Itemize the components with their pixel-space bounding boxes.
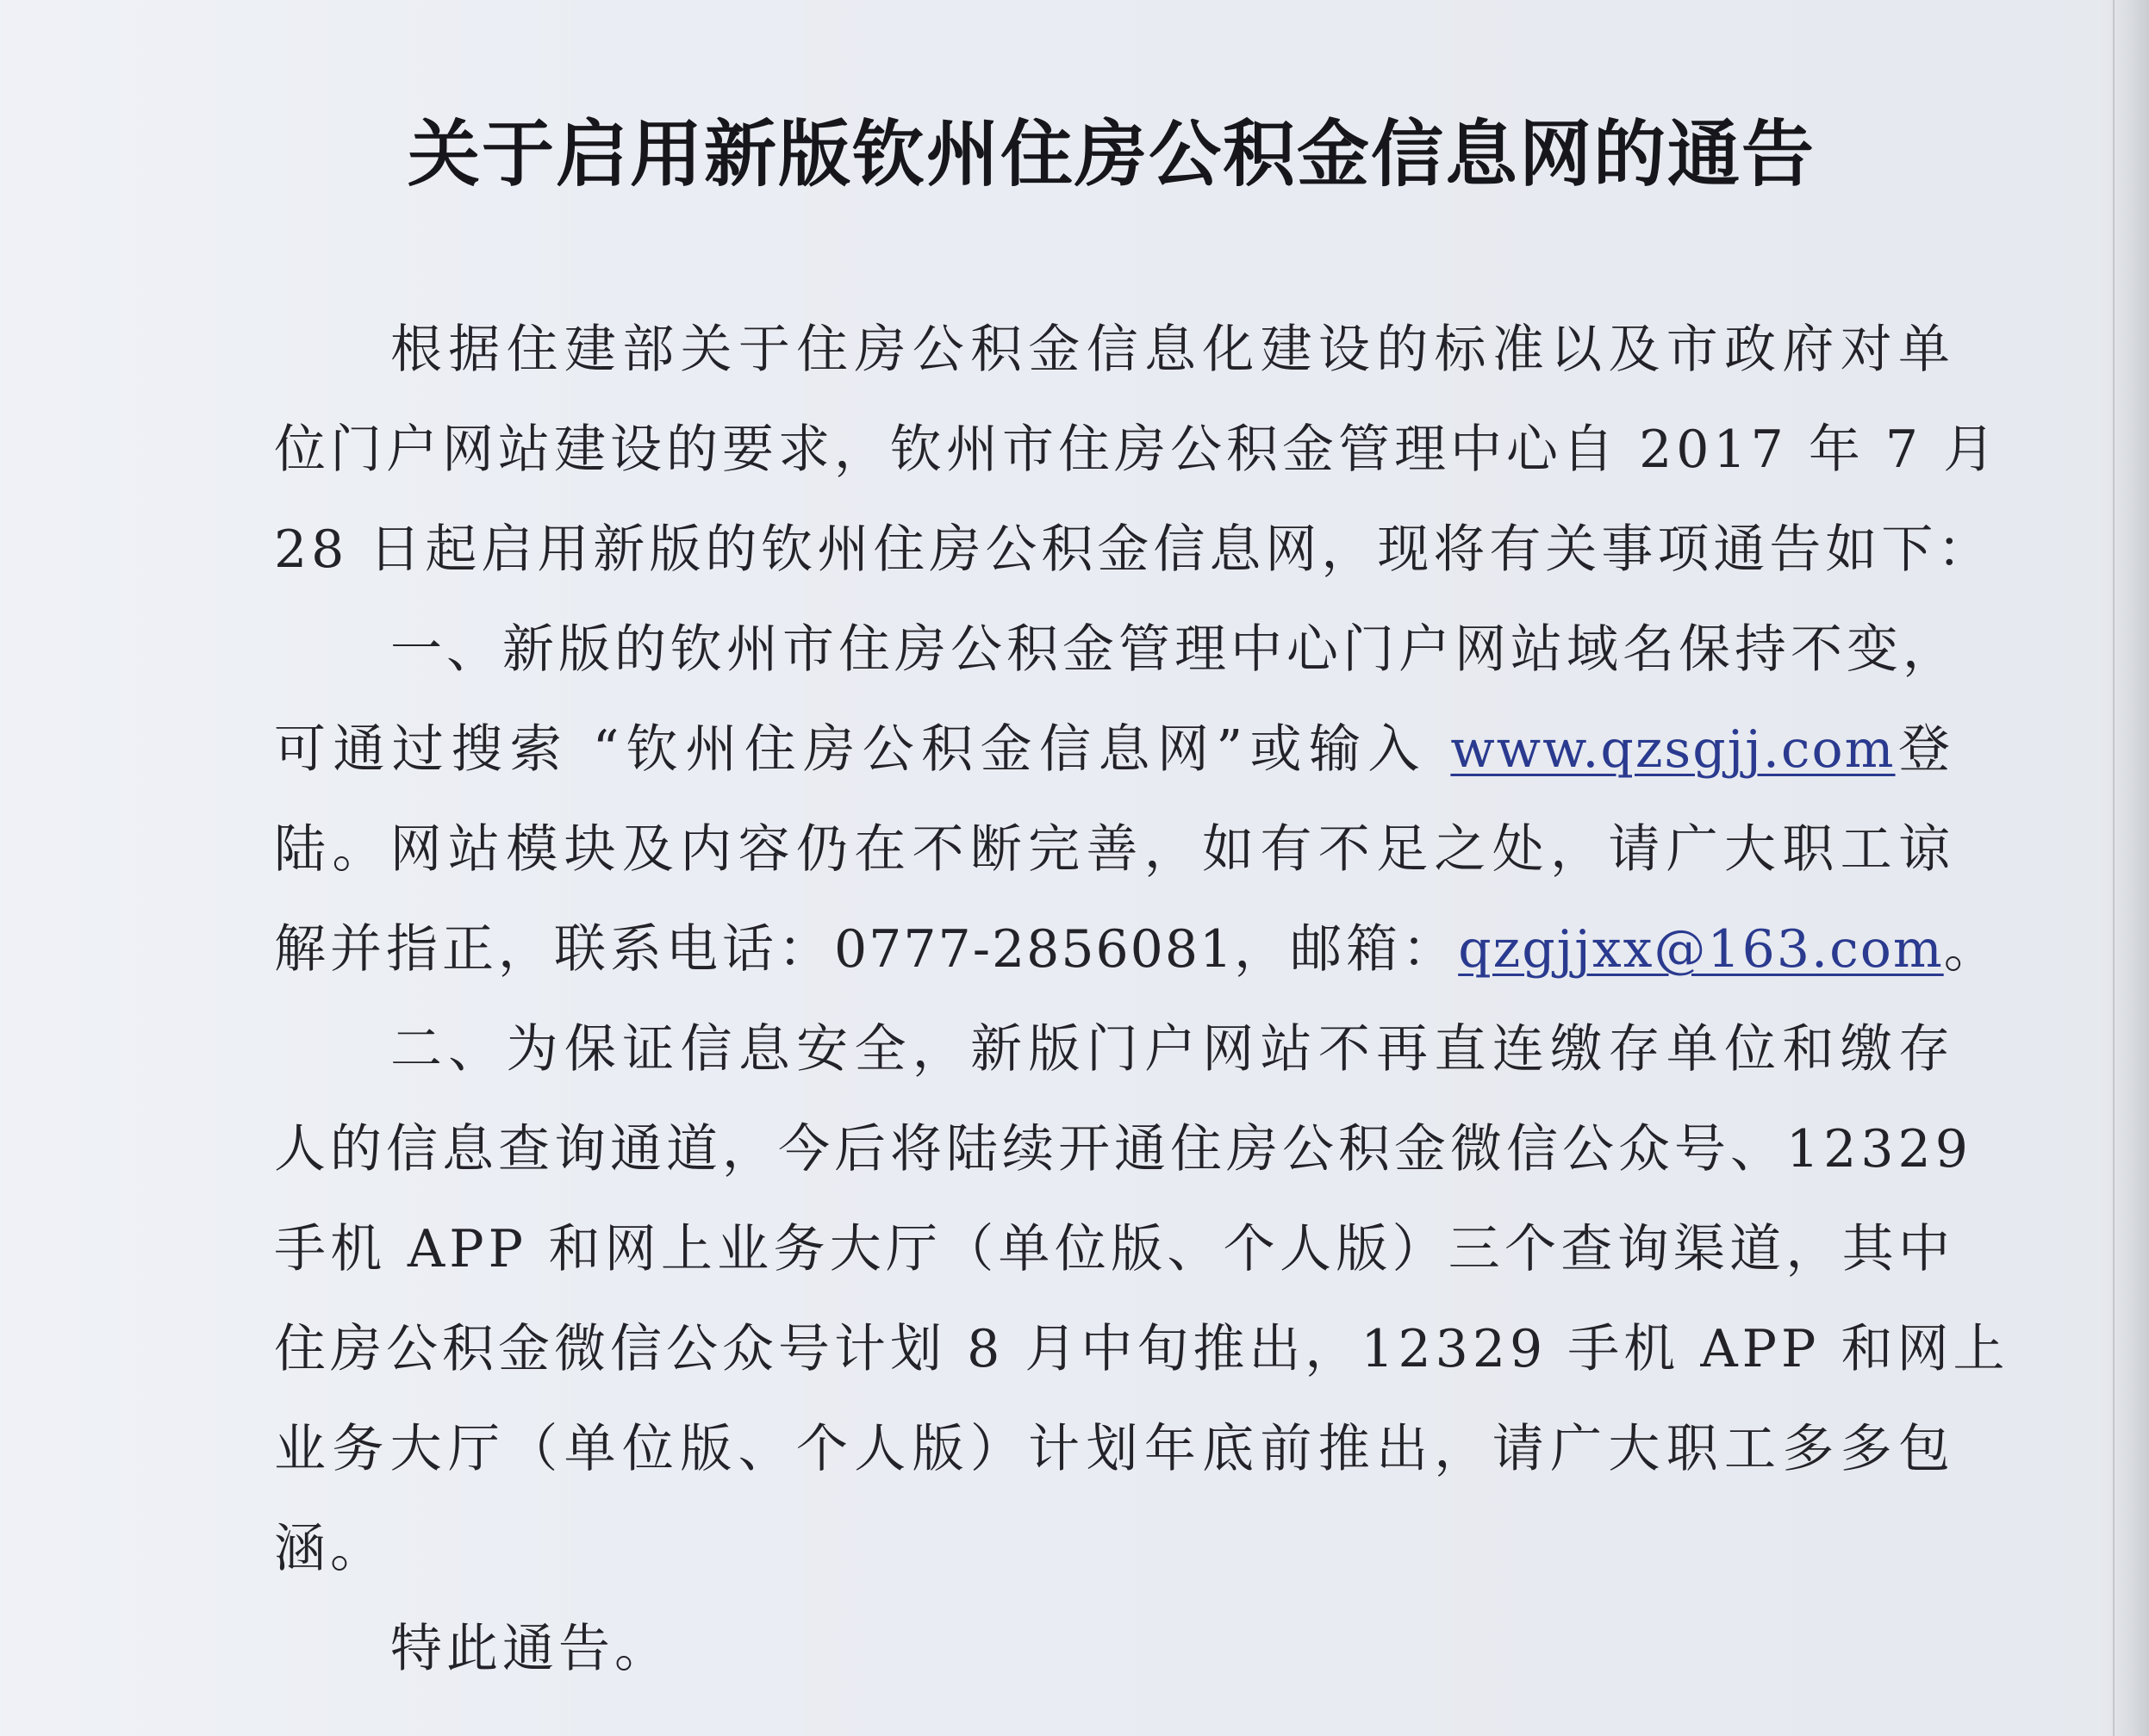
email-link[interactable]: qzgjjxx@163.com xyxy=(1458,919,1944,980)
paragraph-2-line-4 xyxy=(274,899,2000,999)
paragraph-2-line-3: 陆。网站模块及内容仍在不断完善，如有不足之处，请广大职工谅 xyxy=(274,819,1954,880)
paragraph-2-line-2-text: 可通过搜索 “钦州住房公积金信息网”或输入 xyxy=(274,719,1451,780)
paragraph-2-line-2-end: 登 xyxy=(1895,719,1954,780)
paragraph-2-line-4-mid: ，邮箱： xyxy=(1234,919,1459,980)
document-title: 关于启用新版钦州住房公积金信息网的通告 xyxy=(407,112,1816,196)
paragraph-2-line-4-text: 解并指正，联系电话： xyxy=(274,919,834,980)
paragraph-3-line-2: 人的信息查询通道，今后将陆续开通住房公积金微信公众号、12329 xyxy=(274,1119,1972,1179)
paragraph-2-line-2 xyxy=(274,700,1954,800)
website-link[interactable]: www.qzsgjj.com xyxy=(1450,719,1896,780)
paragraph-2-line-4-end: 。 xyxy=(1943,919,2000,980)
contact-phone: 0777-2856081 xyxy=(834,919,1235,980)
paragraph-3-line-4: 住房公积金微信公众号计划 8 月中旬推出，12329 手机 APP 和网上 xyxy=(274,1319,2009,1379)
page-fold-line xyxy=(2113,0,2115,1736)
paragraph-3-line-6: 涵。 xyxy=(274,1519,386,1579)
paragraph-1-line-3: 28 日起启用新版的钦州住房公积金信息网，现将有关事项通告如下： xyxy=(274,520,1994,580)
closing-statement: 特此通告。 xyxy=(390,1619,670,1679)
paragraph-2-line-1: 一、新版的钦州市住房公积金管理中心门户网站域名保持不变， xyxy=(390,619,1959,680)
paragraph-1-line-1: 根据住建部关于住房公积金信息化建设的标准以及市政府对单 xyxy=(390,320,1954,380)
paragraph-3-line-5: 业务大厅（单位版、个人版）计划年底前推出，请广大职工多多包 xyxy=(274,1419,1954,1479)
document-body xyxy=(274,300,2009,1699)
paragraph-3-line-1: 二、为保证信息安全，新版门户网站不再直连缴存单位和缴存 xyxy=(390,1019,1954,1080)
paragraph-1-line-2: 位门户网站建设的要求，钦州市住房公积金管理中心自 2017 年 7 月 xyxy=(274,420,2000,480)
paragraph-3-line-3: 手机 APP 和网上业务大厅（单位版、个人版）三个查询渠道，其中 xyxy=(274,1219,1954,1279)
